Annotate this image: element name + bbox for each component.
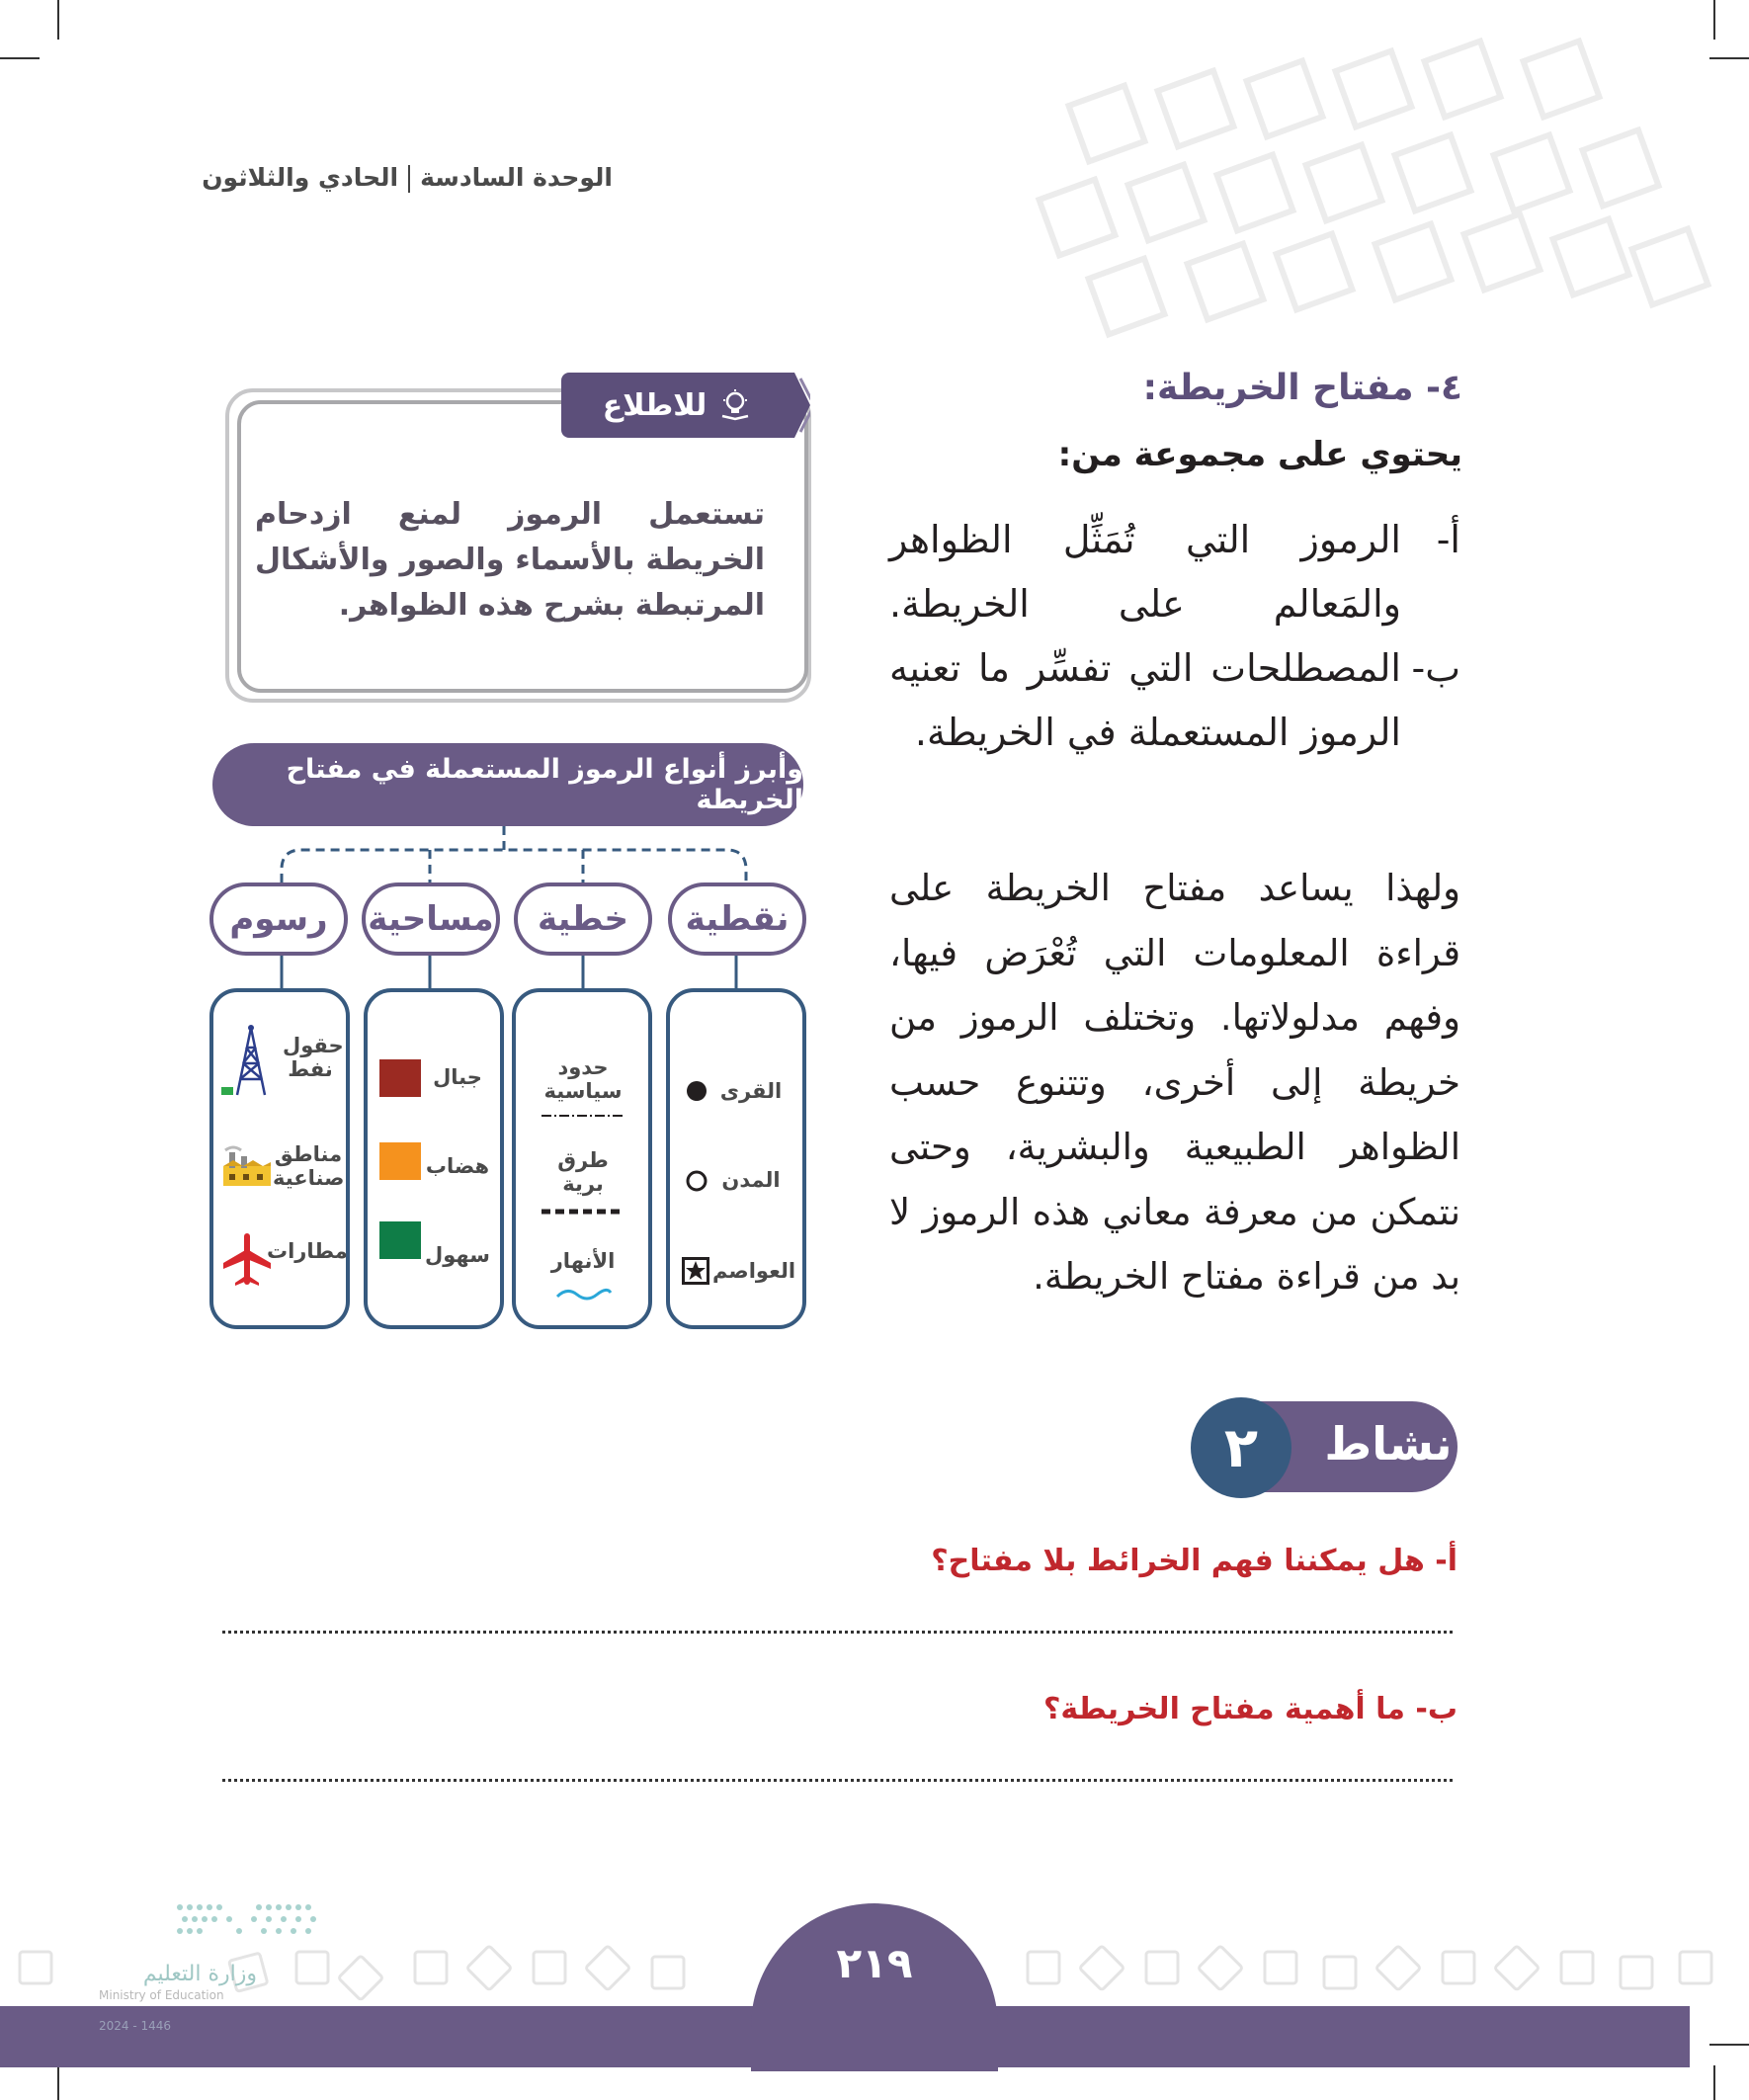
body-paragraph: ولهذا يساعد مفتاح الخريطة على قراءة المعلومات التي تُعْرَض فيها، وفهم مدلولاتها. وتختلف الرموز من خريطة إلى أخرى، وتتنوع حسب الظواهر الطبيعية والبشرية، وحتى نتمكن من معرفة معاني هذه الرموز لا بد من قراءة مفتاح الخريطة. bbox=[889, 867, 1460, 1298]
border-line-icon bbox=[541, 1113, 625, 1119]
page-number: ٢١٩ bbox=[836, 1939, 913, 1987]
lesson-title: الحادي والثلاثون bbox=[202, 163, 399, 192]
edition-year: 2024 - 1446 bbox=[99, 2019, 172, 2033]
ministry-logo-icon bbox=[170, 1897, 328, 1947]
legend-label-oil-fields: حقول نفط bbox=[283, 1034, 344, 1081]
mountain-swatch bbox=[379, 1059, 421, 1097]
legend-label-villages: القرى bbox=[719, 1079, 783, 1103]
village-dot-icon bbox=[685, 1079, 708, 1103]
legend-label-cities: المدن bbox=[721, 1168, 781, 1192]
category-point: نقطية bbox=[668, 882, 806, 956]
oil-rig-icon bbox=[219, 1024, 283, 1099]
ministry-name-en: Ministry of Education bbox=[99, 1988, 224, 2002]
legend-label-plateaus: هضاب bbox=[425, 1154, 490, 1178]
item-label: ب- bbox=[1411, 646, 1460, 690]
category-area: مساحية bbox=[362, 882, 500, 956]
legend-label-mountains: جبال bbox=[433, 1065, 482, 1089]
plain-swatch bbox=[379, 1221, 421, 1259]
info-box-text: تستعمل الرموز لمنع ازدحام الخريطة بالأسماء والصور والأشكال المرتبطة بشرح هذه الظواهر. bbox=[255, 497, 765, 623]
category-line: خطية bbox=[514, 882, 652, 956]
legend-label-plains: سهول bbox=[425, 1243, 490, 1267]
activity-label: نشاط bbox=[1324, 1417, 1453, 1470]
legend-label-roads: طرق برية bbox=[557, 1148, 609, 1196]
item-label: أ- bbox=[1436, 518, 1460, 561]
factory-icon bbox=[219, 1144, 275, 1190]
legend-label-rivers: الأنهار bbox=[550, 1249, 616, 1273]
question-b: ب- ما أهمية مفتاح الخريطة؟ bbox=[1042, 1692, 1458, 1726]
plateau-swatch bbox=[379, 1142, 421, 1180]
legend-label-industrial: مناطق صناعية bbox=[273, 1142, 345, 1190]
road-line-icon bbox=[541, 1208, 625, 1216]
legend-label-airports: مطارات bbox=[267, 1239, 348, 1263]
unit-title: الوحدة السادسة bbox=[420, 163, 613, 192]
section-title: ٤- مفتاح الخريطة: bbox=[1142, 368, 1462, 408]
answer-line-a[interactable] bbox=[222, 1631, 1453, 1634]
activity-number: ٢ bbox=[1191, 1397, 1291, 1498]
capital-star-icon bbox=[682, 1257, 709, 1285]
item-text: المصطلحات التي تفسِّر ما تعنيه الرموز المستعملة في الخريطة. bbox=[889, 646, 1401, 754]
ministry-name: وزارة التعليم bbox=[142, 1962, 257, 1986]
question-a: أ- هل يمكننا فهم الخرائط بلا مفتاح؟ bbox=[931, 1544, 1458, 1578]
legend-label-capitals: العواصم bbox=[711, 1259, 796, 1283]
category-drawing: رسوم bbox=[209, 882, 348, 956]
answer-line-b[interactable] bbox=[222, 1779, 1453, 1782]
info-tab-label: للاطلاع bbox=[602, 387, 708, 423]
item-text: الرموز التي تُمَثِّل الظواهر والمَعالم على الخريطة. bbox=[889, 518, 1401, 626]
section-subtitle: يحتوي على مجموعة من: bbox=[1057, 435, 1462, 474]
city-circle-icon bbox=[685, 1169, 708, 1193]
river-line-icon bbox=[555, 1285, 613, 1304]
diagram-title: وأبرز أنواع الرموز المستعملة في مفتاح الخريطة bbox=[212, 743, 803, 826]
airplane-icon bbox=[221, 1231, 273, 1287]
legend-label-borders: حدود سياسية bbox=[543, 1055, 623, 1103]
